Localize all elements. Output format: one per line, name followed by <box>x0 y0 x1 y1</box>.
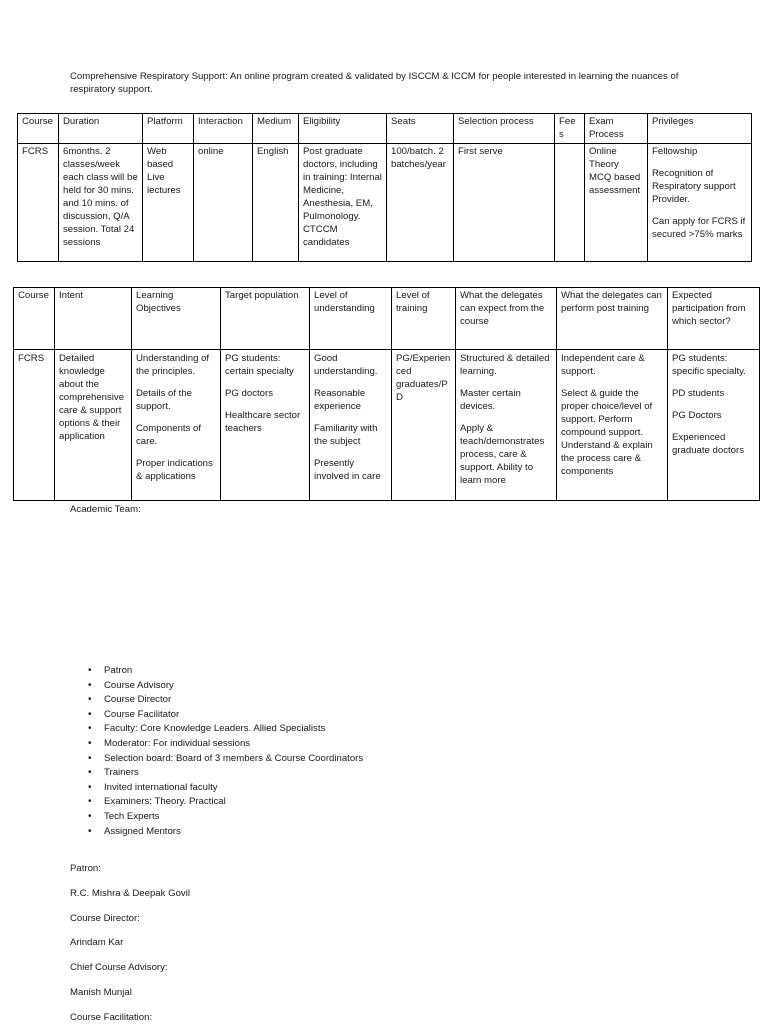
course-cell: FCRS <box>18 144 59 262</box>
list-item: • Course Director <box>104 693 363 708</box>
platform-cell: Web based Live lectures <box>143 144 194 262</box>
header-cell: Learning Objectives <box>132 288 221 350</box>
sector-item: PD students <box>672 388 725 399</box>
person-name: R.C. Mishra & Deepak Govil <box>70 887 190 899</box>
role-label: Course Director: <box>70 912 140 924</box>
target-item: Healthcare sector teachers <box>225 410 301 434</box>
header-cell: Expected participation from which sector? <box>668 288 760 350</box>
privileges-cell <box>648 144 752 262</box>
learning-objectives-cell <box>132 350 221 501</box>
table-header-row <box>18 114 752 144</box>
header-cell: Privileges <box>648 114 752 144</box>
selection-process-cell: First serve <box>454 144 555 262</box>
course-cell: FCRS <box>14 350 55 501</box>
privilege-item: Can apply for FCRS if secured >75% marks <box>652 216 746 240</box>
academic-team-heading: Academic Team: <box>70 504 141 515</box>
intro-line-1: Comprehensive Respiratory Support: An online program created & validated by ISCCM & ICCM for people interested in learning the nuances of <box>70 71 679 82</box>
team-names-section <box>70 862 190 1036</box>
medium-cell: English <box>253 144 299 262</box>
objective-item: Understanding of the principles. <box>136 353 210 377</box>
header-cell: Medium <box>253 114 299 144</box>
list-item: • Course Facilitator <box>104 708 363 723</box>
header-cell: Course <box>14 288 55 350</box>
target-item: PG doctors <box>225 388 273 399</box>
header-cell: Exam Process <box>585 114 648 144</box>
table-row <box>18 144 752 262</box>
expect-item: Apply & teach/demonstrates process, care & support. Ability to learn more <box>460 423 545 486</box>
expected-participation-cell <box>668 350 760 501</box>
privilege-item: Recognition of Respiratory support Provider. <box>652 168 736 205</box>
perform-item: Select & guide the proper choice/level of support. Perform compound support. Understand & explain the process care & components <box>561 388 653 477</box>
header-cell: Seats <box>387 114 454 144</box>
person-name: Manish Munjal <box>70 986 132 998</box>
list-item: • Patron <box>104 664 363 679</box>
objective-item: Components of care. <box>136 423 202 447</box>
academic-roles-list <box>70 664 363 839</box>
intent-cell: Detailed knowledge about the comprehensive care & support options & their application <box>55 350 132 501</box>
understanding-item: Reasonable experience <box>314 388 366 412</box>
list-item: • Assigned Mentors <box>104 825 363 840</box>
role-label: Course Facilitation: <box>70 1011 153 1023</box>
delegates-expect-cell <box>456 350 557 501</box>
header-cell: Selection process <box>454 114 555 144</box>
header-cell: Target population <box>221 288 310 350</box>
eligibility-cell: Post graduate doctors, including in training: Internal Medicine, Anesthesia, EM, Pulmonology. CTCCM candidates <box>299 144 387 262</box>
header-cell: Interaction <box>194 114 253 144</box>
table-row <box>14 350 760 501</box>
privilege-item: Fellowship <box>652 146 698 157</box>
interaction-cell: online <box>194 144 253 262</box>
header-cell: What the delegates can perform post training <box>557 288 668 350</box>
list-item: • Examiners: Theory. Practical <box>104 795 363 810</box>
header-cell: Fees <box>555 114 585 144</box>
header-cell: Eligibility <box>299 114 387 144</box>
sector-item: Experienced graduate doctors <box>672 432 744 456</box>
understanding-item: Good understanding. <box>314 353 378 377</box>
table-header-row <box>14 288 760 350</box>
header-cell: Level of understanding <box>310 288 392 350</box>
perform-item: Independent care & support. <box>561 353 645 377</box>
list-item: • Course Advisory <box>104 679 363 694</box>
duration-cell: 6months. 2 classes/week each class will be held for 30 mins. and 10 mins. of discussion, Q/A session. Total 24 sessions <box>59 144 143 262</box>
objective-item: Proper indications & applications <box>136 458 213 482</box>
sector-item: PG students: specific specialty. <box>672 353 746 377</box>
header-cell: Intent <box>55 288 132 350</box>
expect-item: Structured & detailed learning. <box>460 353 550 377</box>
course-objectives-table <box>13 287 760 501</box>
intro-paragraph <box>70 70 730 96</box>
level-of-understanding-cell <box>310 350 392 501</box>
header-cell: Level of training <box>392 288 456 350</box>
sector-item: PG Doctors <box>672 410 722 421</box>
list-item: • Trainers <box>104 766 363 781</box>
expect-item: Master certain devices. <box>460 388 521 412</box>
target-population-cell <box>221 350 310 501</box>
target-item: PG students: certain specialty <box>225 353 294 377</box>
intro-line-2: respiratory support. <box>70 84 153 95</box>
header-cell: Platform <box>143 114 194 144</box>
level-of-training-cell: PG/Experienced graduates/PD <box>392 350 456 501</box>
objective-item: Details of the support. <box>136 388 192 412</box>
list-item: • Tech Experts <box>104 810 363 825</box>
list-item: • Faculty: Core Knowledge Leaders. Allied Specialists <box>104 722 363 737</box>
understanding-item: Presently involved in care <box>314 458 381 482</box>
header-cell: Course <box>18 114 59 144</box>
list-item: • Moderator: For individual sessions <box>104 737 363 752</box>
seats-cell: 100/batch. 2 batches/year <box>387 144 454 262</box>
course-overview-table <box>17 113 752 262</box>
header-cell: What the delegates can expect from the course <box>456 288 557 350</box>
list-item: • Invited international faculty <box>104 781 363 796</box>
delegates-perform-cell <box>557 350 668 501</box>
understanding-item: Familiarity with the subject <box>314 423 378 447</box>
header-cell: Duration <box>59 114 143 144</box>
person-name: Arindam Kar <box>70 937 124 949</box>
fees-cell <box>555 144 585 262</box>
exam-process-cell: Online Theory MCQ based assessment <box>585 144 648 262</box>
role-label: Patron: <box>70 863 101 874</box>
list-item: • Selection board: Board of 3 members & Course Coordinators <box>104 752 363 767</box>
role-label: Chief Course Advisory: <box>70 962 168 974</box>
